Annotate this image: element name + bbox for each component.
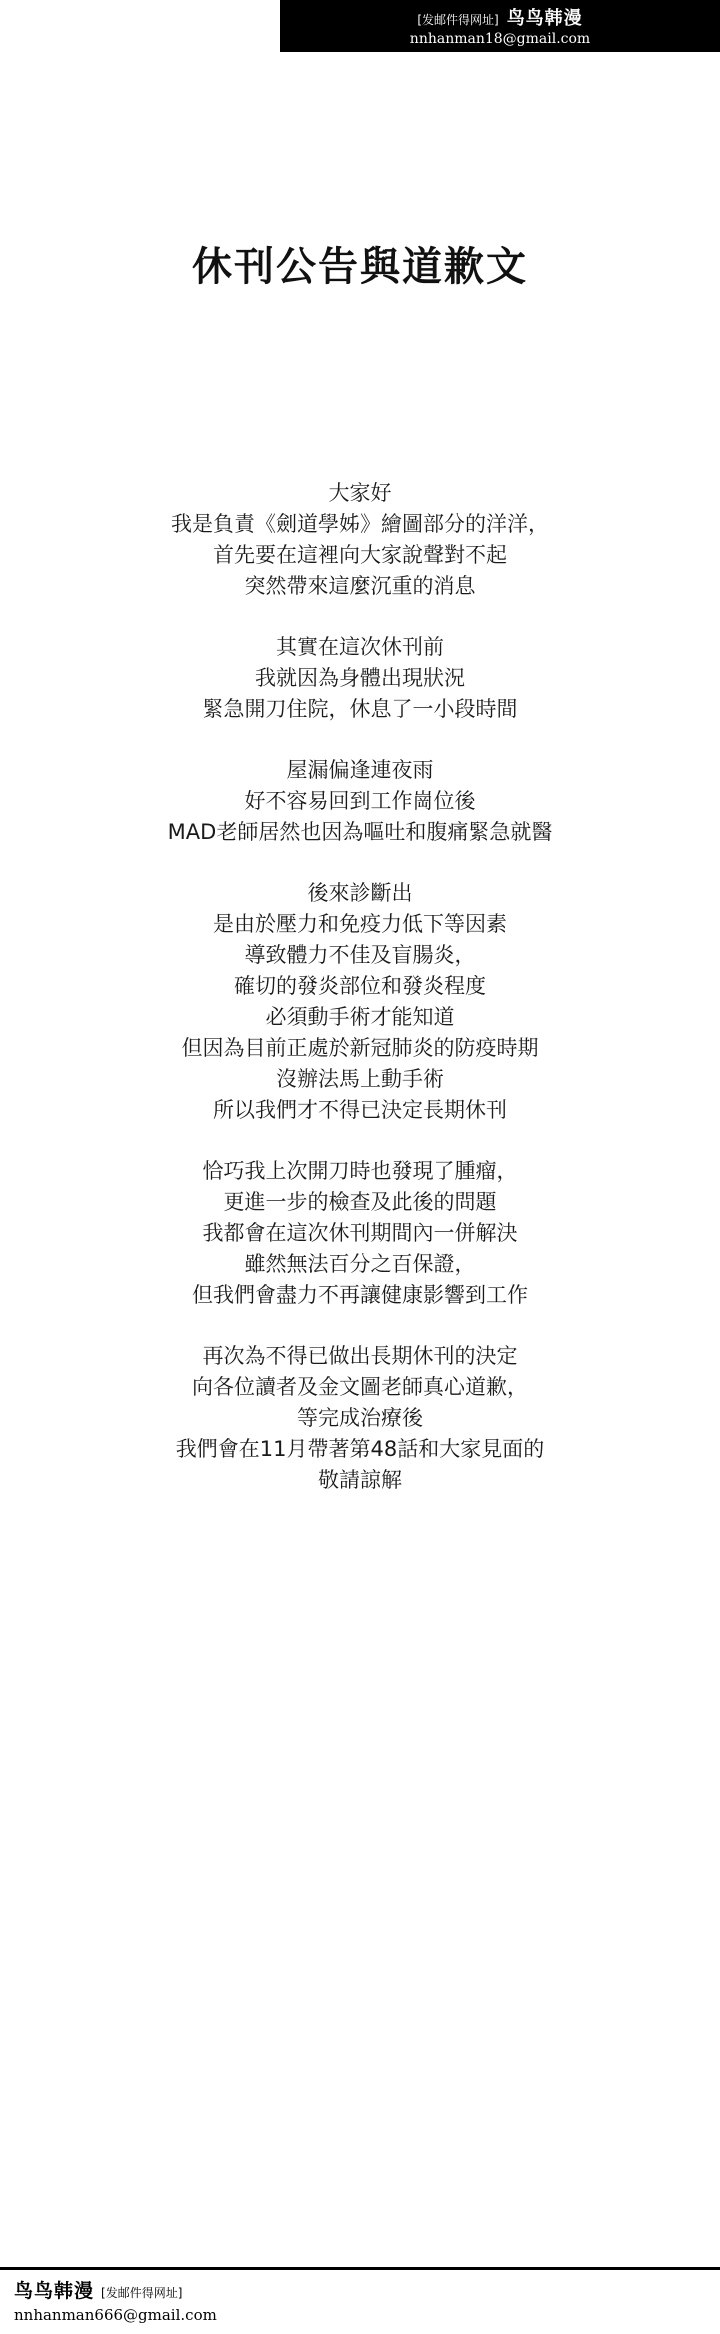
text-line: 我都會在這次休刊期間內一併解決 xyxy=(202,1221,518,1245)
text-line: 更進一步的檢查及此後的問題 xyxy=(223,1190,497,1214)
text-line: 等完成治療後 xyxy=(297,1406,423,1430)
text-line: 我是負責《劍道學姊》繪圖部分的洋洋， xyxy=(171,512,549,536)
bottom-watermark-email: nnhanman666@gmail.com xyxy=(14,2306,217,2324)
text-line: 導致體力不佳及盲腸炎， xyxy=(244,943,476,967)
text-line: 好不容易回到工作崗位後 xyxy=(244,789,476,813)
text-line: 恰巧我上次開刀時也發現了腫瘤， xyxy=(202,1159,518,1183)
paragraph xyxy=(0,1156,720,1311)
announcement-body xyxy=(0,478,720,1496)
bottom-watermark-tag: [发邮件得网址] xyxy=(101,2286,183,2300)
text-line: MAD老師居然也因為嘔吐和腹痛緊急就醫 xyxy=(167,820,553,844)
top-watermark-banner xyxy=(280,0,720,52)
top-watermark-brand: 鸟鸟韩漫 xyxy=(506,8,583,29)
text-line: 確切的發炎部位和發炎程度 xyxy=(234,974,486,998)
text-line: 後來診斷出 xyxy=(307,881,413,905)
bottom-watermark-brand: 鸟鸟韩漫 xyxy=(14,2280,95,2302)
paragraph xyxy=(0,478,720,602)
text-line: 其實在這次休刊前 xyxy=(276,635,444,659)
page-title: 休刊公告與道歉文 xyxy=(192,244,528,290)
bottom-watermark-banner xyxy=(0,2270,720,2334)
text-line: 雖然無法百分之百保證， xyxy=(244,1252,476,1276)
text-line: 緊急開刀住院，休息了一小段時間 xyxy=(202,697,518,721)
text-line: 首先要在這裡向大家說聲對不起 xyxy=(213,543,507,567)
text-line: 但因為目前正處於新冠肺炎的防疫時期 xyxy=(181,1036,539,1060)
text-line: 我就因為身體出現狀況 xyxy=(255,666,465,690)
text-line: 我們會在11月帶著第48話和大家見面的 xyxy=(175,1437,545,1461)
text-line: 是由於壓力和免疫力低下等因素 xyxy=(213,912,507,936)
text-line: 必須動手術才能知道 xyxy=(265,1005,455,1029)
bottom-watermark-line1 xyxy=(14,2276,720,2303)
text-line: 屋漏偏逢連夜雨 xyxy=(286,758,434,782)
text-line: 大家好 xyxy=(328,481,392,505)
top-watermark-line1 xyxy=(417,4,582,30)
paragraph xyxy=(0,878,720,1126)
text-line: 但我們會盡力不再讓健康影響到工作 xyxy=(192,1283,528,1307)
text-line: 所以我們才不得已決定長期休刊 xyxy=(213,1098,507,1122)
text-line: 敬請諒解 xyxy=(318,1468,402,1492)
text-line: 再次為不得已做出長期休刊的決定 xyxy=(202,1344,518,1368)
text-line: 向各位讀者及金文圖老師真心道歉， xyxy=(192,1375,528,1399)
text-line: 突然帶來這麼沉重的消息 xyxy=(244,574,476,598)
text-line: 沒辦法馬上動手術 xyxy=(276,1067,444,1091)
top-watermark-email: nnhanman18@gmail.com xyxy=(409,31,591,47)
top-watermark-tag: [发邮件得网址] xyxy=(417,13,499,27)
paragraph xyxy=(0,755,720,848)
paragraph xyxy=(0,1341,720,1496)
paragraph xyxy=(0,632,720,725)
